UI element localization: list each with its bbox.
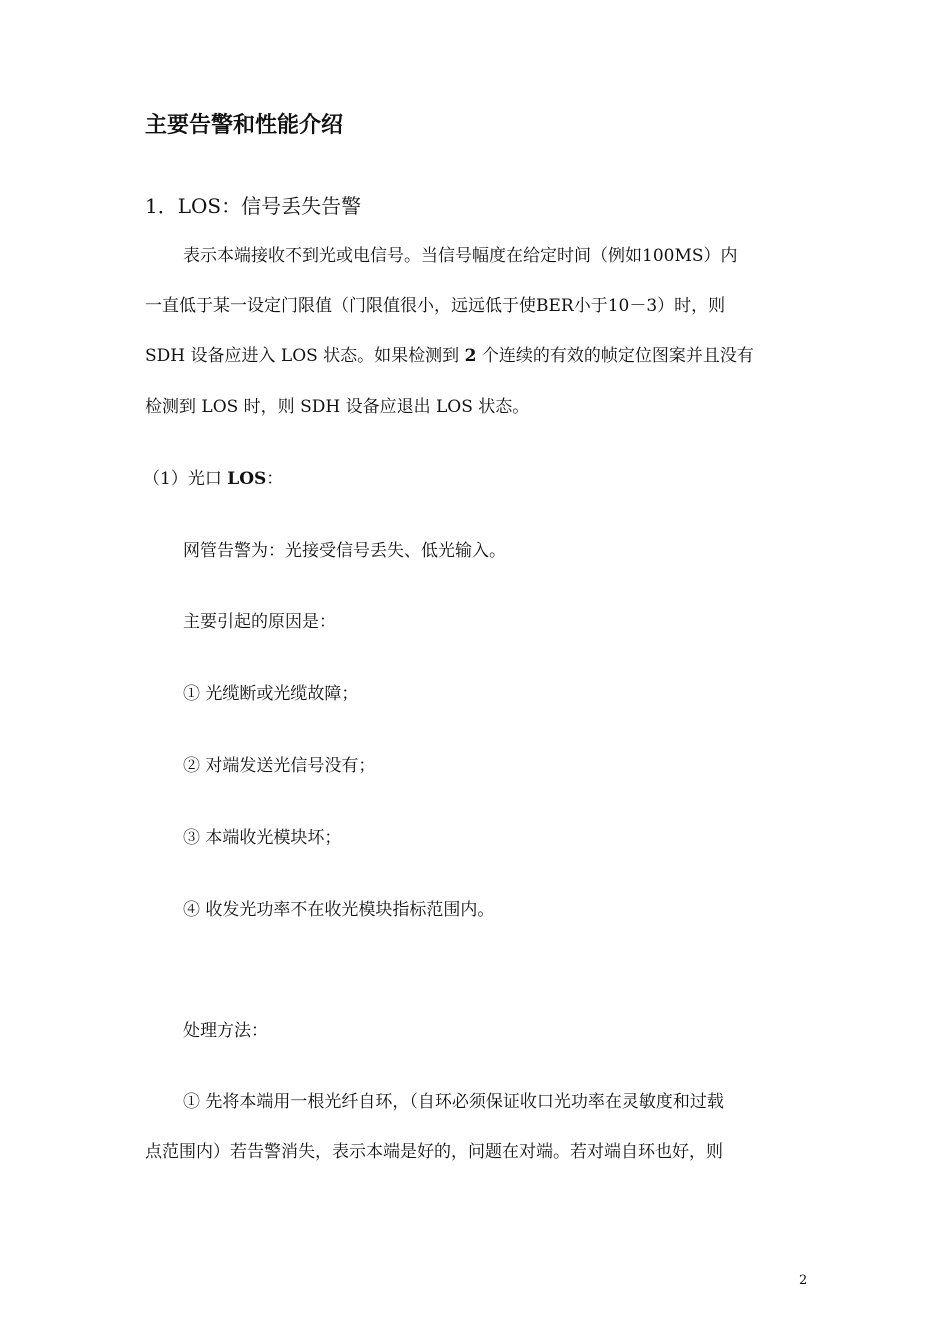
subsection-suffix: ： — [266, 469, 284, 489]
paragraph-line: 表示本端接收不到光或电信号。当信号幅度在给定时间（例如100MS）内 — [183, 246, 738, 266]
document-title: 主要告警和性能介绍 — [145, 113, 344, 138]
cause-item: ① 光缆断或光缆故障； — [183, 684, 359, 704]
subsection-heading — [143, 468, 283, 490]
paragraph-bold-number: 2 — [464, 346, 477, 366]
method-line: ① 先将本端用一根光纤自环，（自环必须保证收口光功率在灵敏度和过载 — [183, 1092, 724, 1112]
causes-title: 主要引起的原因是： — [183, 612, 336, 632]
paragraph-line: 一直低于某一设定门限值（门限值很小，远远低于使BER小于10－3）时，则 — [145, 296, 726, 316]
page-number: 2 — [799, 1273, 808, 1288]
nms-alarm-text: 网管告警为：光接受信号丢失、低光输入。 — [183, 541, 506, 561]
cause-item: ③ 本端收光模块坏； — [183, 828, 342, 848]
method-title: 处理方法： — [183, 1021, 268, 1041]
section-heading-los: 1．LOS：信号丢失告警 — [145, 194, 362, 218]
cause-item: ② 对端发送光信号没有； — [183, 756, 376, 776]
paragraph-line — [145, 345, 754, 367]
subsection-bold: LOS — [227, 469, 267, 489]
paragraph-text: SDH 设备应进入 LOS 状态。如果检测到 — [145, 346, 465, 366]
paragraph-text: 个连续的有效的帧定位图案并且没有 — [476, 346, 754, 366]
subsection-prefix: （1）光口 — [143, 469, 228, 489]
method-line: 点范围内）若告警消失，表示本端是好的，问题在对端。若对端自环也好，则 — [145, 1142, 723, 1162]
cause-item: ④ 收发光功率不在收光模块指标范围内。 — [183, 900, 495, 920]
paragraph-line: 检测到 LOS 时，则 SDH 设备应退出 LOS 状态。 — [145, 397, 530, 417]
